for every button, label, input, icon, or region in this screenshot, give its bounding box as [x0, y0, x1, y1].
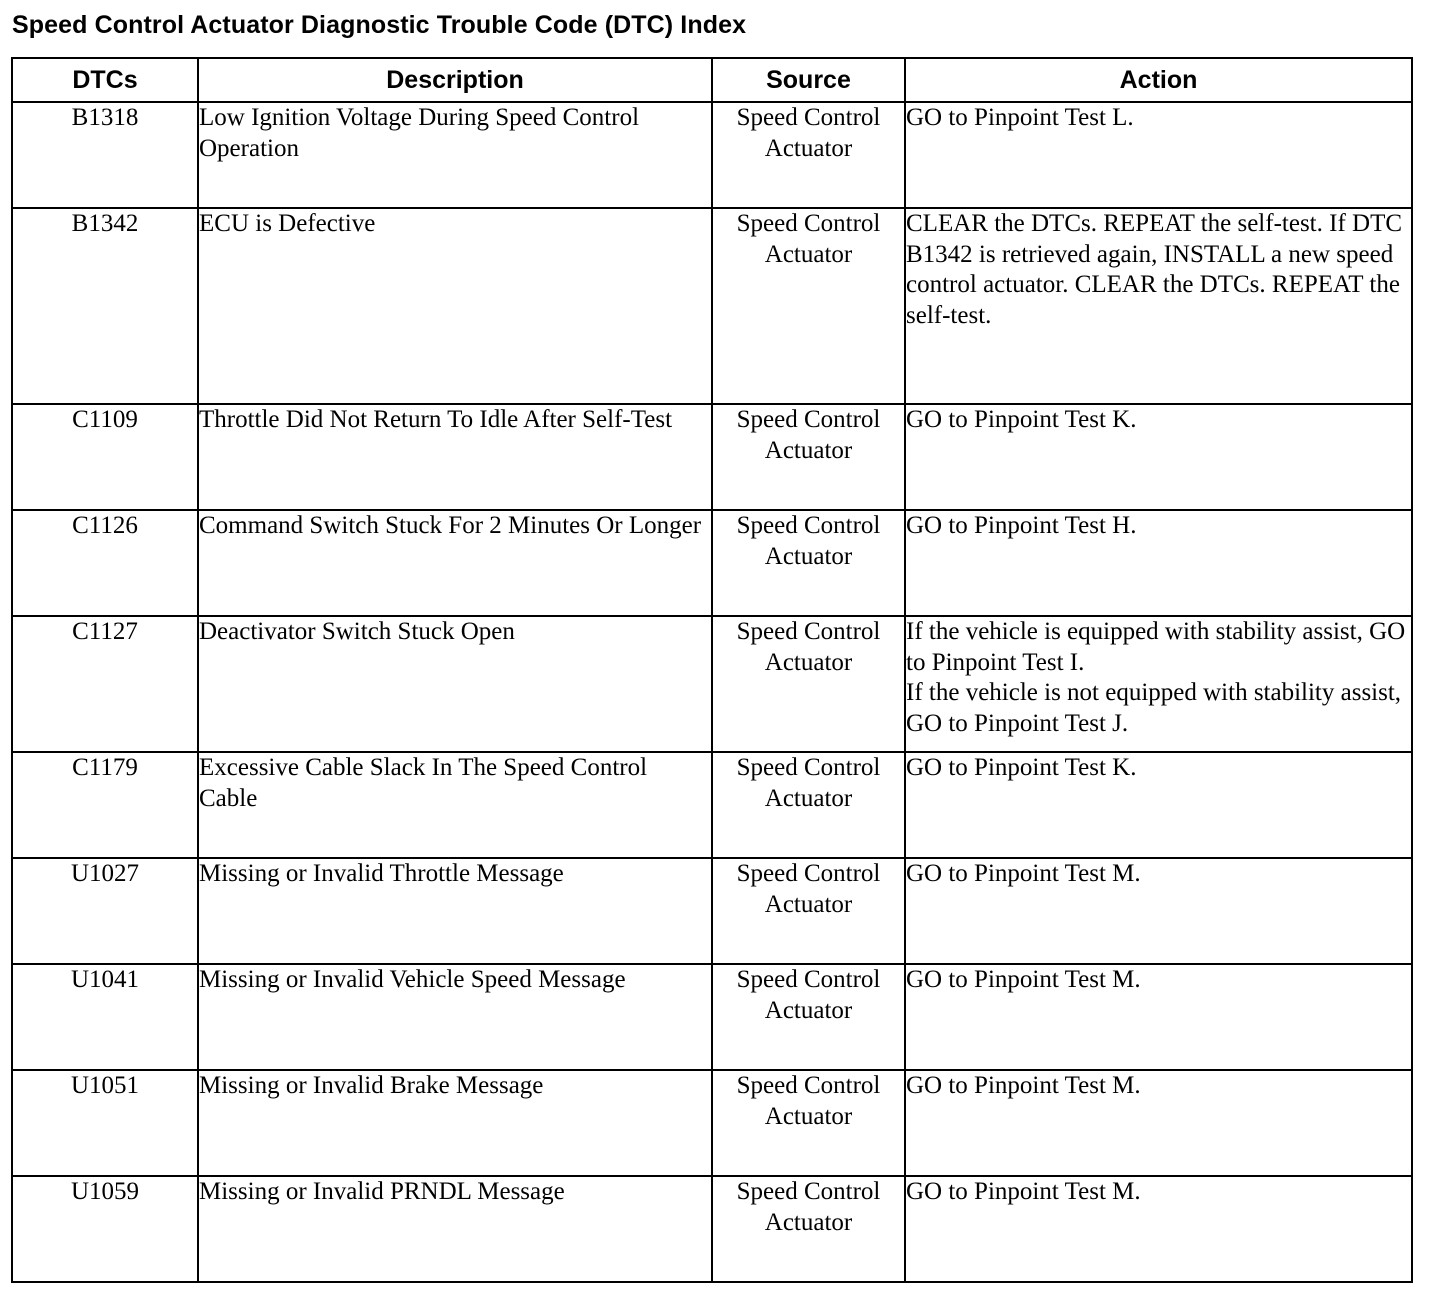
column-header-source: Source — [712, 58, 905, 102]
dtc-source: Speed Control Actuator — [712, 752, 905, 858]
dtc-source: Speed Control Actuator — [712, 858, 905, 964]
dtc-action: GO to Pinpoint Test M. — [905, 858, 1412, 964]
dtc-description: Low Ignition Voltage During Speed Control Operation — [198, 102, 712, 208]
action-line: If the vehicle is not equipped with stability assist, GO to Pinpoint Test J. — [906, 679, 1402, 737]
table-row — [12, 510, 1412, 616]
dtc-description: Missing or Invalid Brake Message — [198, 1070, 712, 1176]
dtc-code: U1041 — [12, 964, 198, 1070]
dtc-description: Command Switch Stuck For 2 Minutes Or Longer — [198, 510, 712, 616]
table-row — [12, 208, 1412, 404]
dtc-code: U1059 — [12, 1176, 198, 1282]
dtc-action: CLEAR the DTCs. REPEAT the self-test. If DTC B1342 is retrieved again, INSTALL a new speed control actuator. CLEAR the DTCs. REPEAT the self-test. — [905, 208, 1412, 404]
dtc-source: Speed Control Actuator — [712, 1070, 905, 1176]
dtc-description: Deactivator Switch Stuck Open — [198, 616, 712, 752]
dtc-code: C1127 — [12, 616, 198, 752]
dtc-action: GO to Pinpoint Test K. — [905, 404, 1412, 510]
dtc-action: GO to Pinpoint Test L. — [905, 102, 1412, 208]
column-header-description: Description — [198, 58, 712, 102]
dtc-description: ECU is Defective — [198, 208, 712, 404]
dtc-action: GO to Pinpoint Test M. — [905, 1176, 1412, 1282]
table-header-row — [12, 58, 1412, 102]
dtc-code: C1109 — [12, 404, 198, 510]
table-row — [12, 1176, 1412, 1282]
dtc-description: Missing or Invalid Throttle Message — [198, 858, 712, 964]
table-row — [12, 102, 1412, 208]
table-row — [12, 616, 1412, 752]
column-header-dtcs: DTCs — [12, 58, 198, 102]
dtc-source: Speed Control Actuator — [712, 616, 905, 752]
dtc-action: GO to Pinpoint Test M. — [905, 1070, 1412, 1176]
dtc-action: GO to Pinpoint Test M. — [905, 964, 1412, 1070]
table-row — [12, 752, 1412, 858]
dtc-action: GO to Pinpoint Test K. — [905, 752, 1412, 858]
dtc-source: Speed Control Actuator — [712, 1176, 905, 1282]
dtc-source: Speed Control Actuator — [712, 404, 905, 510]
dtc-action — [905, 616, 1412, 752]
dtc-description: Missing or Invalid Vehicle Speed Message — [198, 964, 712, 1070]
dtc-code: B1342 — [12, 208, 198, 404]
dtc-source: Speed Control Actuator — [712, 102, 905, 208]
table-row — [12, 404, 1412, 510]
dtc-description: Missing or Invalid PRNDL Message — [198, 1176, 712, 1282]
table-row — [12, 858, 1412, 964]
dtc-source: Speed Control Actuator — [712, 510, 905, 616]
dtc-code: U1051 — [12, 1070, 198, 1176]
dtc-code: C1179 — [12, 752, 198, 858]
action-line: If the vehicle is equipped with stability assist, GO to Pinpoint Test I. — [906, 618, 1406, 676]
dtc-source: Speed Control Actuator — [712, 208, 905, 404]
dtc-description: Throttle Did Not Return To Idle After Self-Test — [198, 404, 712, 510]
dtc-description: Excessive Cable Slack In The Speed Control Cable — [198, 752, 712, 858]
dtc-index-table — [11, 57, 1413, 1283]
dtc-source: Speed Control Actuator — [712, 964, 905, 1070]
page-title: Speed Control Actuator Diagnostic Trouble Code (DTC) Index — [12, 11, 747, 39]
table-row — [12, 1070, 1412, 1176]
dtc-code: U1027 — [12, 858, 198, 964]
dtc-code: C1126 — [12, 510, 198, 616]
column-header-action: Action — [905, 58, 1412, 102]
dtc-code: B1318 — [12, 102, 198, 208]
dtc-action: GO to Pinpoint Test H. — [905, 510, 1412, 616]
table-row — [12, 964, 1412, 1070]
